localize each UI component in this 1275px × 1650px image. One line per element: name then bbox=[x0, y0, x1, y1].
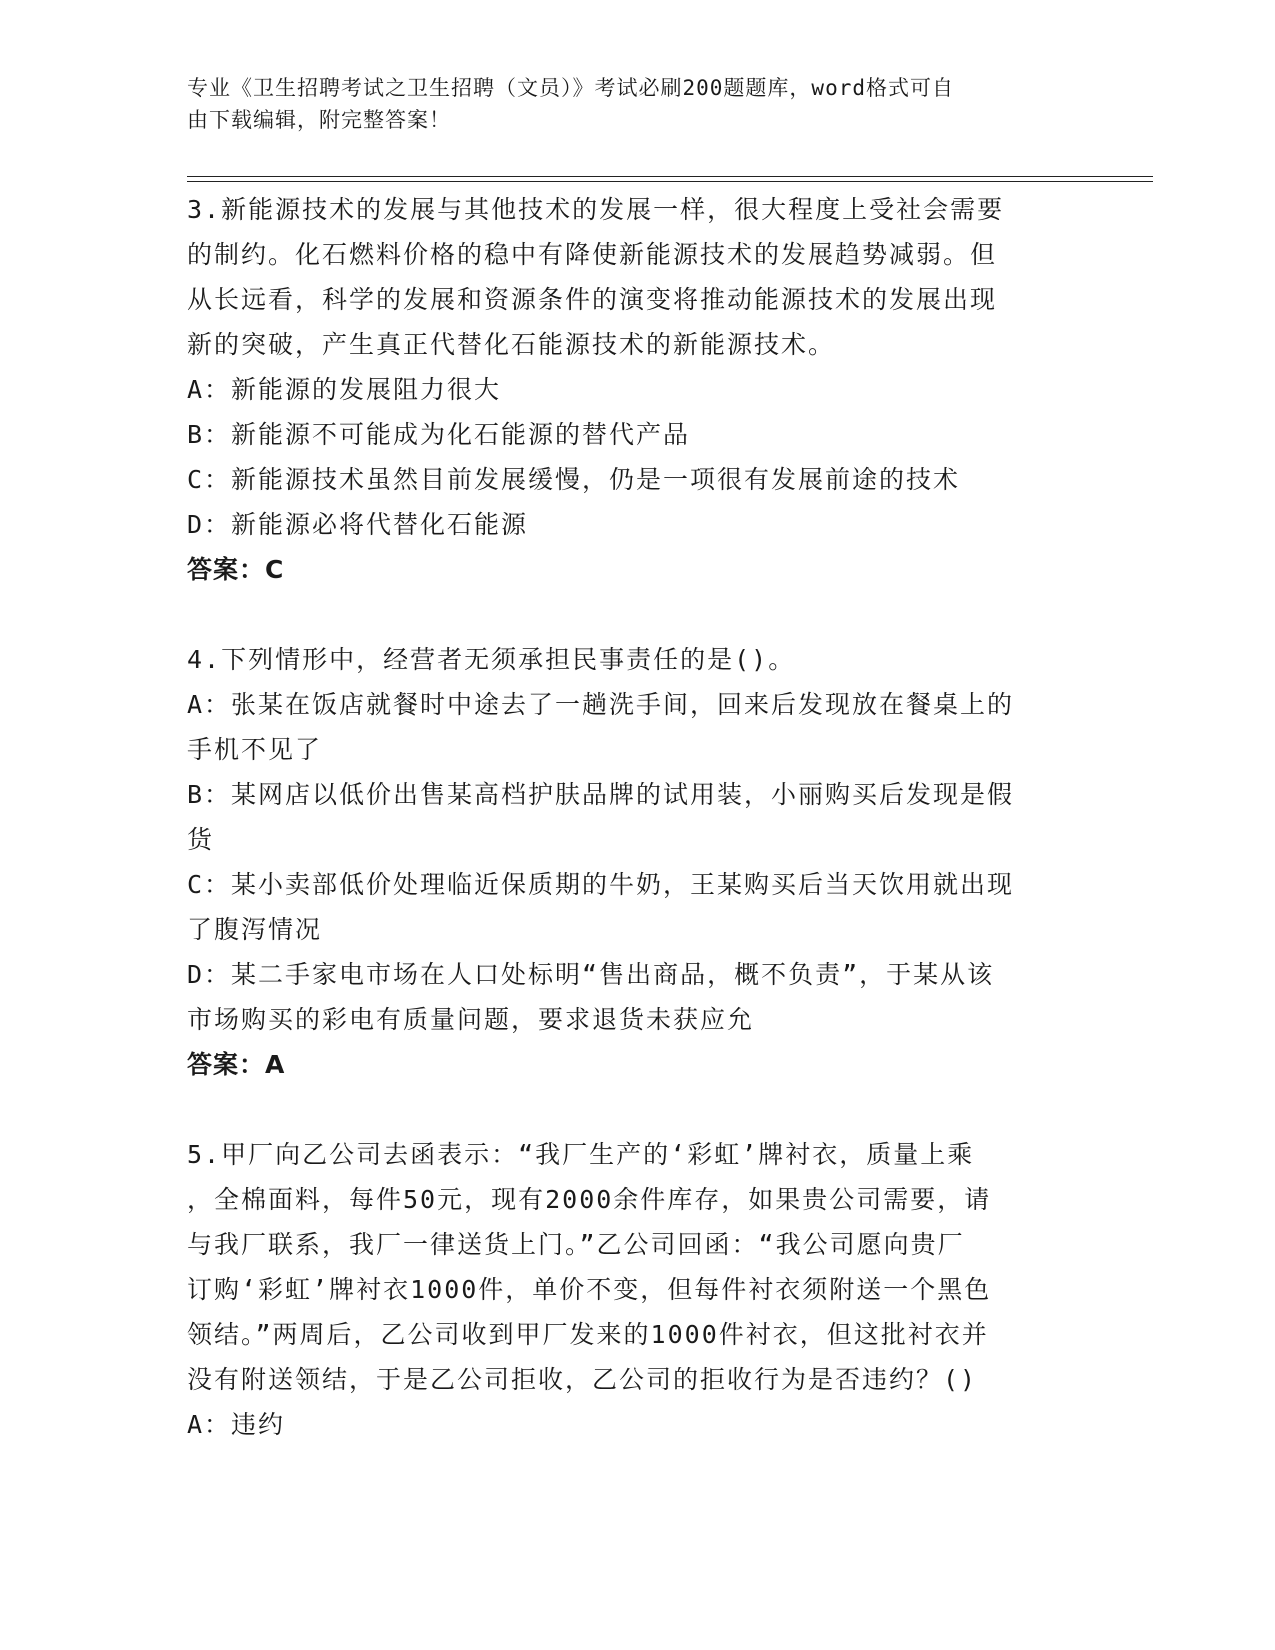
question-5 bbox=[187, 1132, 1082, 1447]
document-header bbox=[187, 72, 1067, 136]
answer-label: 答案：A bbox=[187, 1050, 286, 1079]
question-stem-line: 与我厂联系，我厂一律送货上门。”乙公司回函：“我公司愿向贵厂 bbox=[187, 1230, 965, 1259]
question-stem-line: 新的突破，产生真正代替化石能源技术的新能源技术。 bbox=[187, 330, 836, 359]
spacer bbox=[187, 592, 1082, 637]
option-c: C：新能源技术虽然目前发展缓慢，仍是一项很有发展前途的技术 bbox=[187, 465, 961, 494]
question-stem-line: 的制约。化石燃料价格的稳中有降使新能源技术的发展趋势减弱。但 bbox=[187, 240, 998, 269]
question-stem-line: 领结。”两周后，乙公司收到甲厂发来的1000件衬衣，但这批衬衣并 bbox=[187, 1320, 989, 1349]
option-a: A：张某在饭店就餐时中途去了一趟洗手间，回来后发现放在餐桌上的 bbox=[187, 690, 1015, 719]
option-a: A：违约 bbox=[187, 1410, 286, 1439]
header-line-2: 由下载编辑，附完整答案！ bbox=[187, 108, 451, 132]
header-divider-secondary bbox=[187, 181, 1153, 182]
header-divider bbox=[187, 176, 1153, 177]
question-stem-line: 3.新能源技术的发展与其他技术的发展一样，很大程度上受社会需要 bbox=[187, 195, 1005, 224]
option-b: B：新能源不可能成为化石能源的替代产品 bbox=[187, 420, 691, 449]
question-stem-line: 5.甲厂向乙公司去函表示：“我厂生产的‘彩虹’牌衬衣，质量上乘 bbox=[187, 1140, 975, 1169]
question-list bbox=[187, 187, 1082, 1447]
answer-label: 答案：C bbox=[187, 555, 285, 584]
option-d-continued: 市场购买的彩电有质量问题，要求退货未获应允 bbox=[187, 1005, 755, 1034]
option-b-continued: 货 bbox=[187, 825, 215, 854]
option-c: C：某小卖部低价处理临近保质期的牛奶，王某购买后当天饮用就出现 bbox=[187, 870, 1015, 899]
option-c-continued: 了腹泻情况 bbox=[187, 915, 323, 944]
question-stem-line: 4.下列情形中，经营者无须承担民事责任的是()。 bbox=[187, 645, 796, 674]
header-line-1: 专业《卫生招聘考试之卫生招聘（文员）》考试必刷200题题库，word格式可自 bbox=[187, 76, 954, 100]
question-stem-line: ，全棉面料，每件50元，现有2000余件库存，如果贵公司需要，请 bbox=[187, 1185, 992, 1214]
option-d: D：某二手家电市场在人口处标明“售出商品，概不负责”，于某从该 bbox=[187, 960, 995, 989]
option-b: B：某网店以低价出售某高档护肤品牌的试用装，小丽购买后发现是假 bbox=[187, 780, 1015, 809]
option-a: A：新能源的发展阻力很大 bbox=[187, 375, 502, 404]
question-stem-line: 从长远看，科学的发展和资源条件的演变将推动能源技术的发展出现 bbox=[187, 285, 998, 314]
question-3 bbox=[187, 187, 1082, 592]
option-d: D：新能源必将代替化石能源 bbox=[187, 510, 529, 539]
option-a-continued: 手机不见了 bbox=[187, 735, 323, 764]
question-stem-line: 没有附送领结，于是乙公司拒收，乙公司的拒收行为是否违约？() bbox=[187, 1365, 978, 1394]
spacer bbox=[187, 1087, 1082, 1132]
question-4 bbox=[187, 637, 1082, 1087]
question-stem-line: 订购‘彩虹’牌衬衣1000件，单价不变，但每件衬衣须附送一个黑色 bbox=[187, 1275, 992, 1304]
